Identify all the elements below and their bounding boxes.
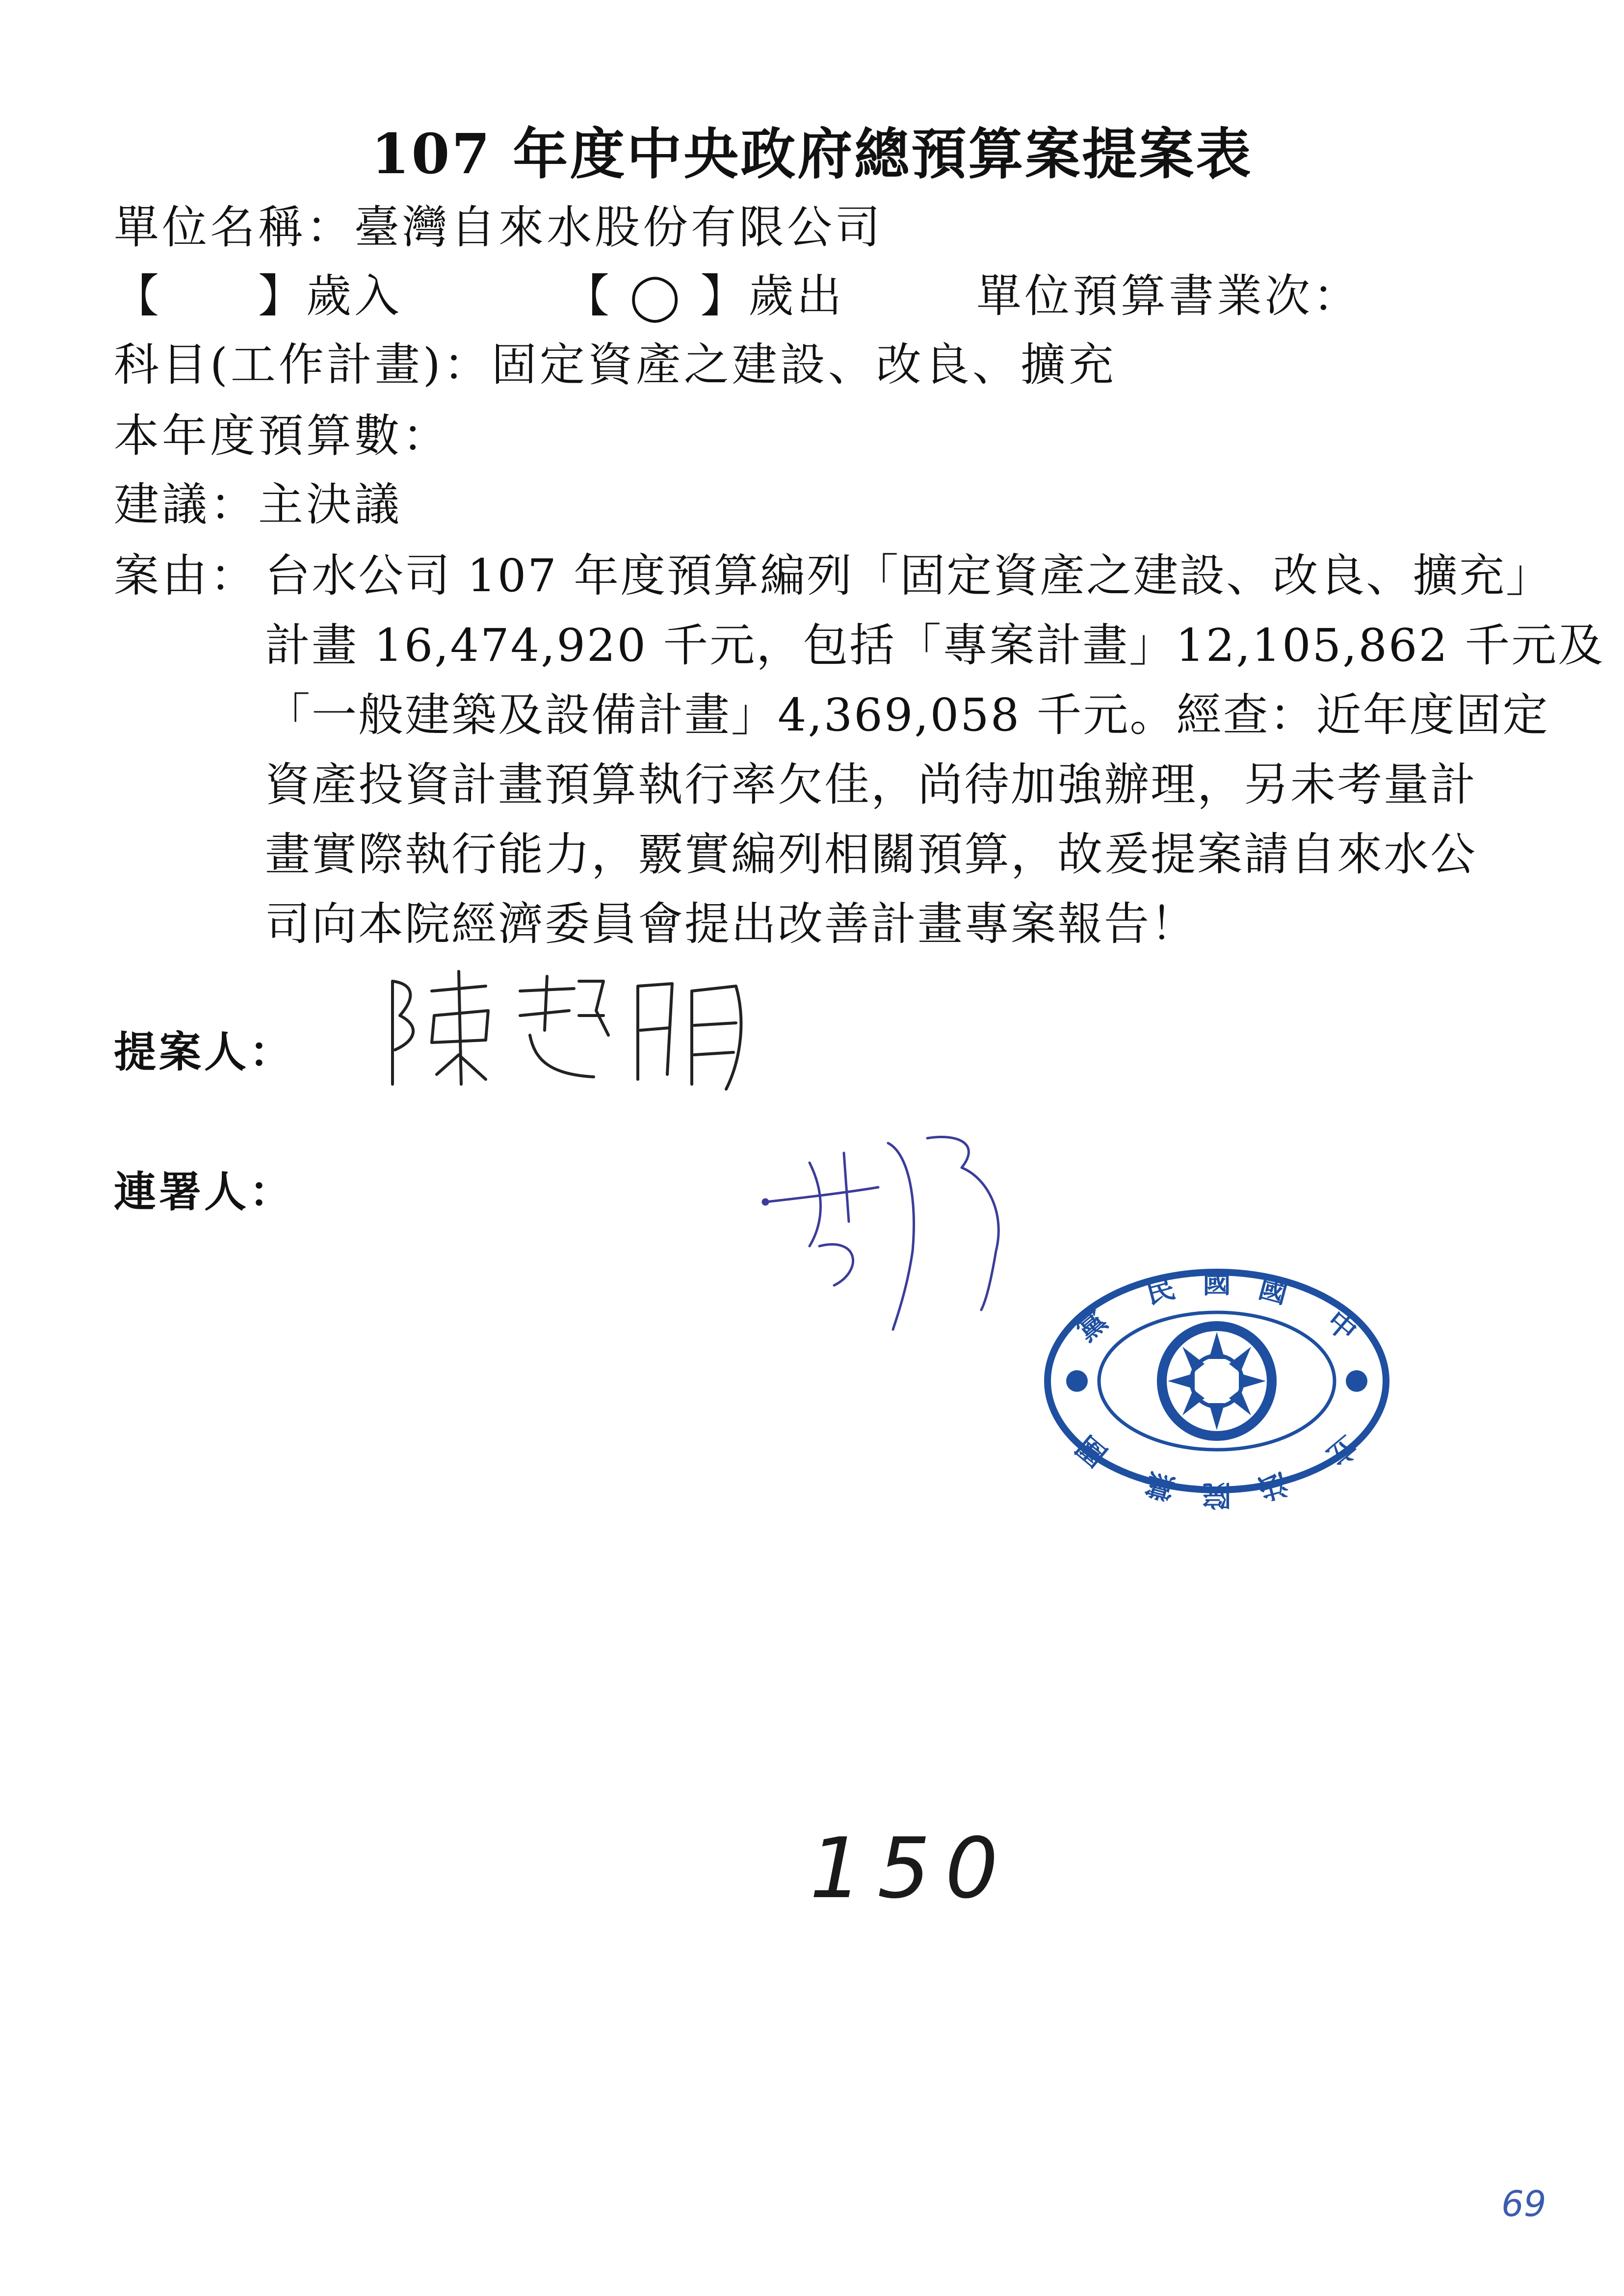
page-number: 69 xyxy=(1501,2183,1546,2224)
svg-text:黨: 黨 xyxy=(1142,1466,1179,1506)
reason-line-4: 資產投資計畫預算執行率欠佳，尚待加強辦理，另未考量計 xyxy=(265,758,1477,811)
document-title: 107 年度中央政府總預算案提案表 xyxy=(371,122,1253,186)
reason-line-6: 司向本院經濟委員會提出改善計畫專案報告！ xyxy=(265,898,1198,950)
suggestion-row xyxy=(114,469,402,533)
proposer-signature xyxy=(373,962,775,1099)
svg-text:院: 院 xyxy=(1202,1479,1231,1512)
revenue-label: 歲入 xyxy=(306,270,403,322)
unit-label: 單位名稱： xyxy=(114,201,355,254)
svg-text:立: 立 xyxy=(1320,1429,1363,1473)
cosigner-label: 連署人： xyxy=(114,1167,294,1217)
type-row xyxy=(114,260,402,325)
budget-book-label: 單位預算書業次： xyxy=(976,270,1362,322)
svg-text:國: 國 xyxy=(1202,1266,1231,1300)
reason-line-5: 畫實際執行能力，覈實編列相關預算，故爰提案請自來水公 xyxy=(265,828,1477,881)
reason-label: 案由： xyxy=(114,549,259,602)
expenditure-group xyxy=(564,260,844,325)
svg-text:國: 國 xyxy=(1255,1271,1291,1311)
svg-text:法: 法 xyxy=(1255,1466,1291,1506)
svg-text:黨: 黨 xyxy=(1070,1304,1114,1348)
svg-text:民: 民 xyxy=(1142,1271,1179,1311)
subject-label: 科目(工作計畫)： xyxy=(114,339,492,391)
svg-text:團: 團 xyxy=(1070,1429,1114,1473)
unit-row xyxy=(114,191,883,256)
reason-line-3: 「一般建築及設備計畫」4,369,058 千元。經查：近年度固定 xyxy=(265,689,1549,741)
cosigner-signature xyxy=(751,1123,1025,1344)
budget-amount-label: 本年度預算數： xyxy=(114,410,451,462)
reason-line-2: 計畫 16,474,920 千元，包括「專案計畫」12,105,862 千元及 xyxy=(265,619,1605,672)
subject-value: 固定資產之建設、改良、擴充 xyxy=(491,339,1117,391)
unit-value: 臺灣自來水股份有限公司 xyxy=(354,201,884,254)
svg-text:中: 中 xyxy=(1320,1304,1363,1348)
revenue-box: 【 】 xyxy=(114,270,307,322)
reason-line-1: 台水公司 107 年度預算編列「固定資產之建設、改良、擴充」 xyxy=(265,549,1553,602)
suggestion-label: 建議： xyxy=(114,478,259,531)
expenditure-label: 歲出 xyxy=(748,270,845,322)
handwritten-number: 150 xyxy=(810,1820,1013,1917)
proposer-label: 提案人： xyxy=(114,1027,294,1077)
budget-amount-row xyxy=(114,400,450,465)
suggestion-value: 主決議 xyxy=(258,478,403,531)
subject-row xyxy=(114,329,1117,393)
party-seal xyxy=(1040,1266,1393,1512)
expenditure-box: 【 ◯ 】 xyxy=(564,270,749,322)
